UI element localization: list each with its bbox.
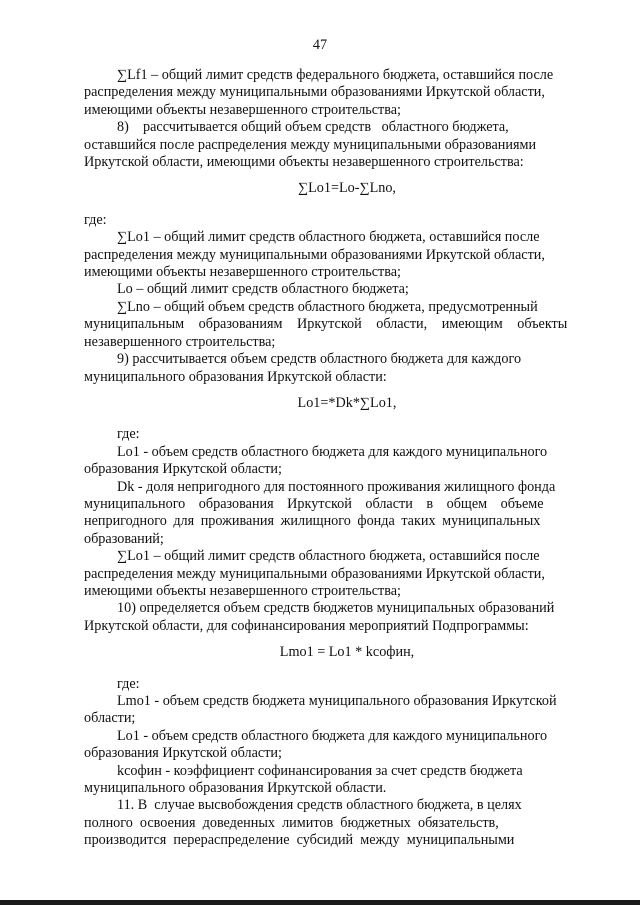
text-line: полного освоения доведенных лимитов бюджетных обязательств, — [84, 814, 499, 831]
text-line: ∑Lo1 – общий лимит средств областного бюджета, оставшийся после — [117, 548, 540, 565]
text-line: имеющими объекты незавершенного строительства; — [84, 101, 402, 118]
text-line: Lo1 - объем средств областного бюджета для каждого муниципального — [117, 443, 548, 460]
text-line: образований; — [84, 530, 164, 547]
scan-bottom-edge — [0, 900, 640, 905]
text-line: образования Иркутской области; — [84, 745, 282, 762]
text-line: 8) рассчитывается общий объем средств областного бюджета, — [117, 119, 509, 136]
text-line: производится перераспределение субсидий между муниципальными — [84, 832, 515, 849]
text-line: ∑Lf1 – общий лимит средств федерального бюджета, оставшийся после — [117, 67, 554, 83]
text-line: Иркутской области, для софинансирования мероприятий Подпрограммы: — [84, 617, 529, 634]
document-body — [84, 67, 610, 850]
formula: ∑Lo1=Lo-∑Lno, — [298, 180, 396, 197]
text-line: Lo – общий лимит средств областного бюджета; — [117, 281, 409, 298]
text-line: муниципального образования Иркутской области в общем объеме — [84, 495, 544, 512]
text-line: ∑Lo1 – общий лимит средств областного бюджета, оставшийся после — [117, 229, 540, 246]
text-line: имеющими объекты незавершенного строительства; — [84, 582, 402, 599]
text-line: распределения между муниципальными образованиями Иркутской области, — [84, 565, 545, 582]
text-line: 9) рассчитывается объем средств областного бюджета для каждого — [117, 351, 522, 368]
where-label: где: — [84, 211, 107, 228]
page-number: 47 — [312, 37, 328, 53]
text-line: муниципального образования Иркутской области. — [84, 780, 387, 797]
text-line: муниципальным образованиям Иркутской области, имеющим объекты — [84, 316, 568, 333]
text-line: kсофин - коэффициент софинансирования за счет средств бюджета — [117, 762, 523, 779]
text-line: Lo1 - объем средств областного бюджета для каждого муниципального — [117, 727, 548, 744]
text-line: образования Иркутской области; — [84, 461, 282, 478]
where-label: где: — [117, 675, 140, 692]
text-line: Lmo1 - объем средств бюджета муниципального образования Иркутской — [117, 693, 557, 709]
text-line: незавершенного строительства; — [84, 333, 276, 350]
text-line: распределения между муниципальными образованиями Иркутской области, — [84, 246, 545, 263]
text-line: области; — [84, 710, 136, 727]
text-line: Dk - доля непригодного для постоянного проживания жилищного фонда — [117, 478, 556, 495]
text-line: распределения между муниципальными образованиями Иркутской области, — [84, 84, 545, 101]
text-line: ∑Lno – общий объем средств областного бюджета, предусмотренный — [117, 298, 538, 315]
formula: Lo1=*Dk*∑Lo1, — [297, 394, 397, 411]
where-label: где: — [117, 426, 140, 443]
text-line: непригодного для проживания жилищного фонда таких муниципальных — [84, 513, 541, 530]
text-line: Иркутской области, имеющими объекты незавершенного строительства: — [84, 154, 524, 171]
formula: Lmo1 = Lo1 * kсофин, — [279, 644, 415, 661]
text-line: 11. В случае высвобождения средств областного бюджета, в целях — [117, 797, 522, 814]
text-line: муниципального образования Иркутской области: — [84, 368, 387, 385]
text-line: оставшийся после распределения между муниципальными образованиями — [84, 136, 537, 153]
text-line: 10) определяется объем средств бюджетов муниципальных образований — [117, 600, 555, 617]
text-line: имеющими объекты незавершенного строительства; — [84, 264, 402, 281]
